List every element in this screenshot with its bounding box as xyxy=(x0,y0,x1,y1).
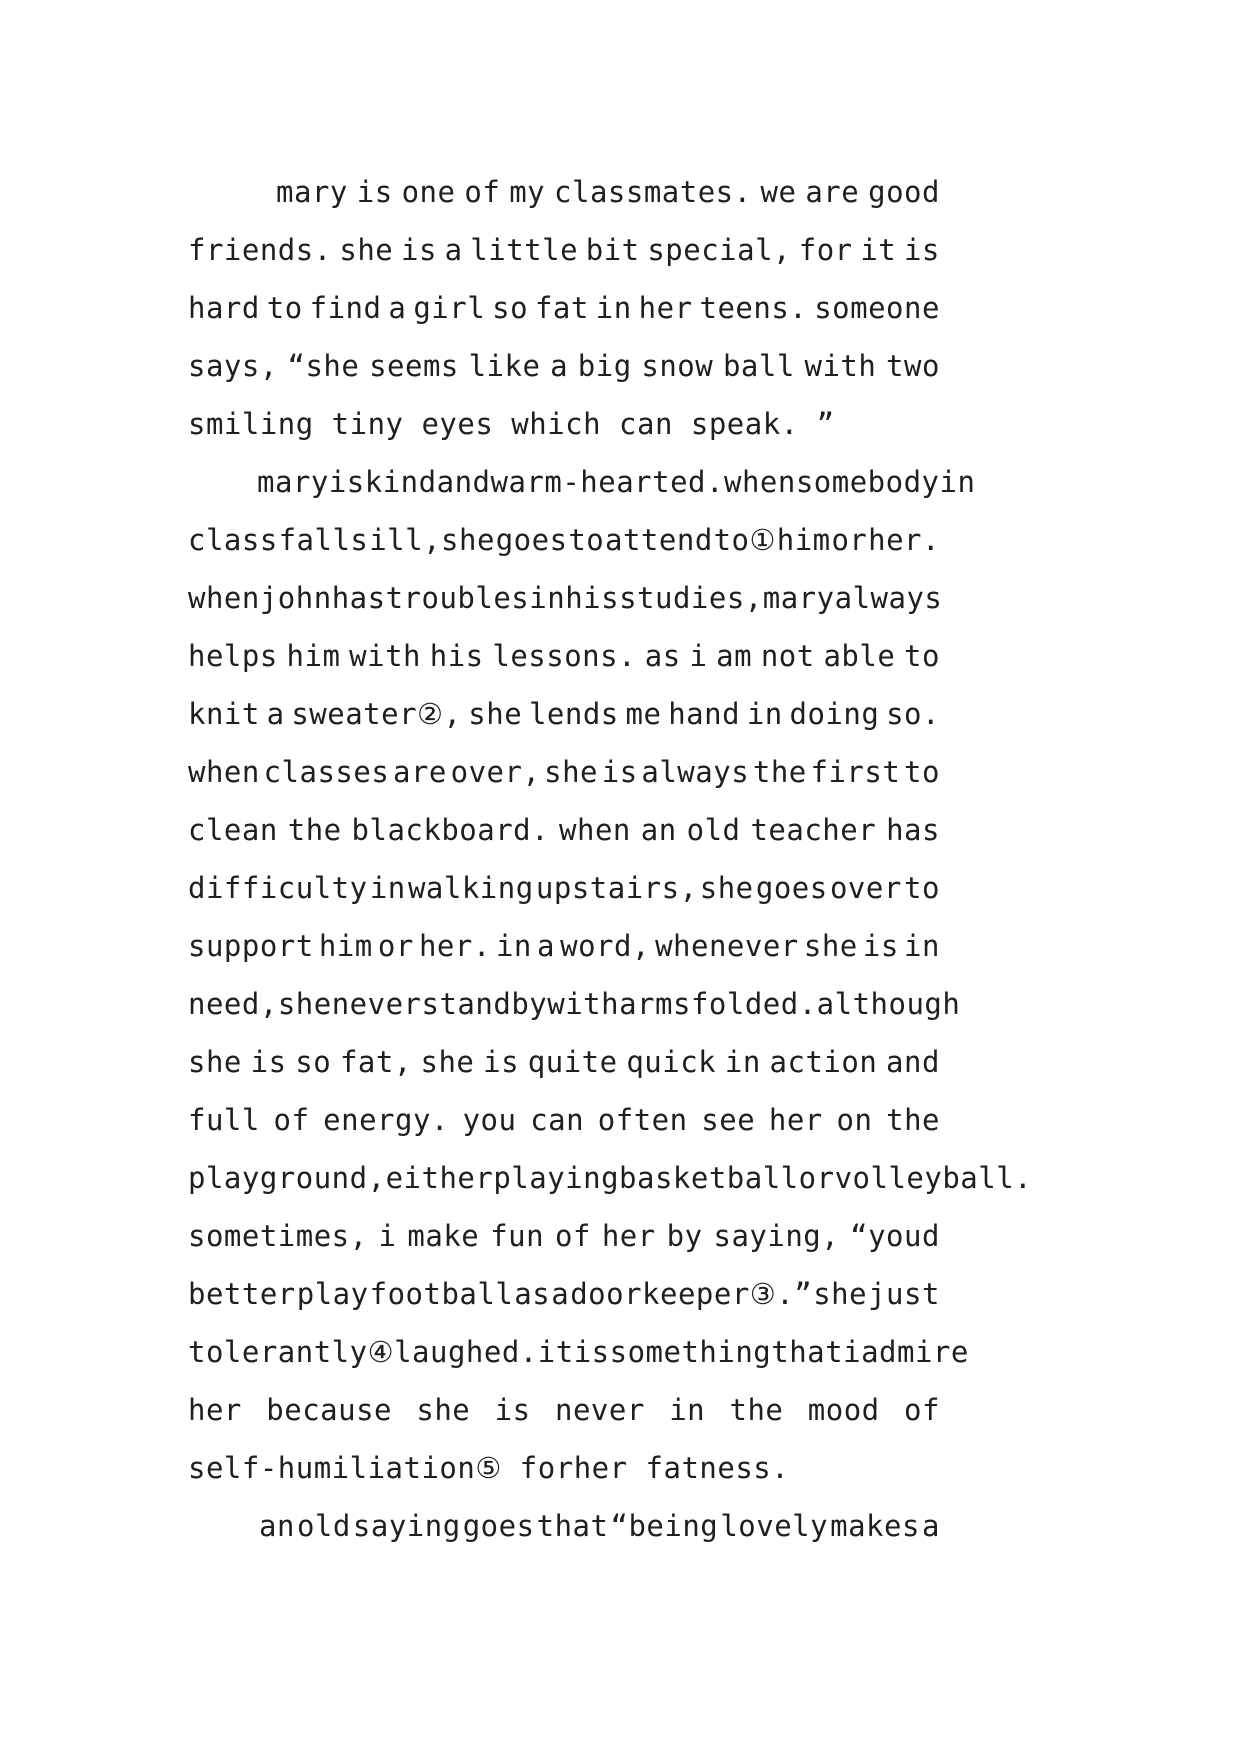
word: goes xyxy=(755,871,828,905)
word: blackboard. xyxy=(351,813,550,847)
word: friends. xyxy=(188,233,332,267)
word: because xyxy=(266,1393,392,1427)
text-line: smiling tiny eyes which can speak. ” xyxy=(188,407,835,441)
word: play xyxy=(296,1277,369,1311)
word: so xyxy=(492,291,529,325)
word: so. xyxy=(886,697,940,731)
word: energy. xyxy=(323,1103,449,1137)
word: is xyxy=(328,465,365,499)
word: when xyxy=(559,813,631,847)
word: and xyxy=(436,465,491,499)
word: in xyxy=(529,581,566,615)
word: it xyxy=(860,233,897,267)
word: you xyxy=(462,1103,517,1137)
text-line xyxy=(188,975,961,1033)
word: falls xyxy=(278,523,369,557)
word: difficulty xyxy=(188,871,368,905)
word: better xyxy=(188,1277,296,1311)
word: somebody xyxy=(795,465,940,499)
text-line xyxy=(188,859,940,917)
word: full xyxy=(188,1103,260,1137)
word: a xyxy=(921,1509,940,1543)
word: the xyxy=(287,813,342,847)
word: fat xyxy=(534,291,589,325)
word: for xyxy=(798,233,853,267)
word: has xyxy=(886,813,940,847)
word: she xyxy=(699,871,754,905)
word: the xyxy=(752,755,807,789)
word: so xyxy=(295,1045,332,1079)
word: him xyxy=(286,639,341,673)
text-line xyxy=(188,511,940,569)
word: seems xyxy=(369,349,459,383)
word: fun xyxy=(490,1219,545,1253)
word: are xyxy=(805,175,860,209)
word: or xyxy=(831,523,868,557)
word: my xyxy=(509,175,546,209)
word: a xyxy=(266,697,285,731)
text-line xyxy=(188,569,943,627)
word: we xyxy=(760,175,797,209)
word: as xyxy=(514,1277,551,1311)
word: is xyxy=(903,233,940,267)
word: playing xyxy=(493,1161,620,1195)
text-line xyxy=(188,1497,940,1555)
word: old xyxy=(686,813,741,847)
word: laughed. xyxy=(394,1335,538,1369)
word: or xyxy=(377,929,414,963)
text-line: self-humiliation⑤ forher fatness. xyxy=(188,1451,790,1485)
word: can xyxy=(530,1103,585,1137)
word: ball xyxy=(722,349,795,383)
word: a xyxy=(551,1277,570,1311)
word: bit xyxy=(585,233,640,267)
text-line xyxy=(188,337,940,395)
text-line xyxy=(188,685,940,743)
word: not xyxy=(760,639,815,673)
word: two xyxy=(886,349,940,383)
word: in xyxy=(724,1045,761,1079)
word: someone xyxy=(814,291,940,325)
word: little xyxy=(470,233,579,267)
word: that xyxy=(771,1335,844,1369)
word: her. xyxy=(418,929,491,963)
text-line xyxy=(188,1265,940,1323)
word: over, xyxy=(450,755,541,789)
word: has xyxy=(331,581,386,615)
word: in xyxy=(746,697,783,731)
word: his xyxy=(429,639,484,673)
text-line xyxy=(188,163,940,221)
word: to xyxy=(904,639,940,673)
word: see xyxy=(701,1103,756,1137)
word: to xyxy=(904,871,940,905)
word: her xyxy=(188,1393,242,1427)
word: mary xyxy=(276,175,348,209)
word: in xyxy=(669,1393,706,1427)
word: is xyxy=(601,755,638,789)
word: big xyxy=(577,349,632,383)
word: in xyxy=(369,871,406,905)
word: she xyxy=(277,987,332,1021)
word: a xyxy=(388,291,407,325)
word: clean xyxy=(188,813,278,847)
word: snow xyxy=(641,349,714,383)
word: of xyxy=(464,175,501,209)
word: john xyxy=(259,581,332,615)
word: stand xyxy=(421,987,512,1021)
word: a xyxy=(444,233,463,267)
word: when xyxy=(188,581,260,615)
word: class xyxy=(188,523,278,557)
word: she xyxy=(813,1277,868,1311)
word: helps xyxy=(188,639,278,673)
word: over xyxy=(829,871,902,905)
word: lends xyxy=(528,697,619,731)
text-line xyxy=(188,279,940,337)
word: with xyxy=(804,349,877,383)
word: never xyxy=(331,987,422,1021)
word: just xyxy=(868,1277,940,1311)
word: like xyxy=(468,349,541,383)
word: need, xyxy=(188,987,278,1021)
word: she xyxy=(803,929,858,963)
word: an xyxy=(640,813,677,847)
word: to xyxy=(266,291,303,325)
text-line xyxy=(188,1149,1033,1207)
word: a xyxy=(537,929,555,963)
word: never xyxy=(554,1393,645,1427)
word: on xyxy=(836,1103,873,1137)
word: is xyxy=(250,1045,287,1079)
word: to xyxy=(568,523,605,557)
word: quick xyxy=(626,1045,717,1079)
word: first xyxy=(810,755,901,789)
word: lovely xyxy=(720,1509,829,1543)
word: mary xyxy=(257,465,329,499)
word: she xyxy=(416,1393,471,1427)
word: her xyxy=(768,1103,823,1137)
word: his xyxy=(565,581,620,615)
word: to① xyxy=(713,523,776,557)
word: in xyxy=(903,929,940,963)
word: always xyxy=(641,755,750,789)
word: sometimes, xyxy=(188,1219,368,1253)
word: hand xyxy=(668,697,741,731)
word: whenever xyxy=(655,929,799,963)
word: with xyxy=(547,987,620,1021)
word: upstairs, xyxy=(535,871,698,905)
word: “being xyxy=(610,1509,719,1543)
word: is xyxy=(483,1045,520,1079)
word: hard xyxy=(188,291,260,325)
text-line xyxy=(188,1207,940,1265)
word: in xyxy=(939,465,976,499)
word: folded.although xyxy=(690,987,961,1021)
word: her xyxy=(638,291,693,325)
word: arms xyxy=(619,987,691,1021)
word: she xyxy=(544,755,599,789)
word: is xyxy=(862,929,899,963)
word: is xyxy=(573,1335,610,1369)
text-line xyxy=(188,1091,940,1149)
word: of xyxy=(904,1393,940,1427)
word: she xyxy=(468,697,523,731)
word: by xyxy=(511,987,548,1021)
text-line xyxy=(188,1323,969,1381)
word: old xyxy=(296,1509,351,1543)
word: walking xyxy=(407,871,534,905)
word: makes xyxy=(830,1509,920,1543)
word: football xyxy=(369,1277,514,1311)
word: the xyxy=(886,1103,940,1137)
word: as xyxy=(644,639,681,673)
word: volleyball. xyxy=(834,1161,1033,1195)
word: kind xyxy=(364,465,437,499)
word: warm-hearted. xyxy=(490,465,724,499)
word: one xyxy=(401,175,456,209)
text-line xyxy=(188,801,940,859)
word: she xyxy=(339,233,394,267)
word: goes xyxy=(462,1509,535,1543)
word: is xyxy=(356,175,393,209)
word: special, xyxy=(647,233,792,267)
word: that xyxy=(536,1509,609,1543)
word: in xyxy=(495,929,532,963)
word: her xyxy=(601,1219,656,1253)
word: make xyxy=(407,1219,480,1253)
word: him xyxy=(318,929,373,963)
word: fat, xyxy=(339,1045,412,1079)
word: mood xyxy=(807,1393,880,1427)
word: of xyxy=(555,1219,591,1253)
word: is xyxy=(494,1393,531,1427)
word: to xyxy=(904,755,940,789)
word: am xyxy=(716,639,753,673)
word: by xyxy=(666,1219,703,1253)
word: studies, xyxy=(619,581,763,615)
text-line xyxy=(188,453,976,511)
word: or xyxy=(798,1161,835,1195)
word: him xyxy=(776,523,831,557)
text-line xyxy=(188,917,940,975)
word: it xyxy=(537,1335,574,1369)
word: teacher xyxy=(750,813,877,847)
word: teens. xyxy=(699,291,808,325)
word: says, xyxy=(188,349,278,383)
text-line xyxy=(188,1033,940,1091)
word: find xyxy=(309,291,382,325)
word: word, xyxy=(560,929,650,963)
word: an xyxy=(259,1509,295,1543)
word: attend xyxy=(605,523,713,557)
word: lessons. xyxy=(492,639,637,673)
word: tolerantly④ xyxy=(188,1335,395,1369)
word: doing xyxy=(789,697,880,731)
word: she xyxy=(188,1045,242,1079)
text-line xyxy=(188,1381,940,1439)
word: playground, xyxy=(188,1161,386,1195)
word: always xyxy=(834,581,943,615)
word: often xyxy=(597,1103,688,1137)
word: with xyxy=(349,639,422,673)
word: when xyxy=(188,755,260,789)
word: doorkeeper③.” xyxy=(570,1277,813,1311)
word: “youd xyxy=(850,1219,940,1253)
text-line xyxy=(188,627,940,685)
word: the xyxy=(729,1393,784,1427)
word: saying, xyxy=(713,1219,840,1253)
word: mary xyxy=(762,581,835,615)
word: good xyxy=(868,175,940,209)
word: “she xyxy=(287,349,360,383)
word: when xyxy=(723,465,796,499)
word: are xyxy=(393,755,447,789)
word: i xyxy=(843,1335,862,1369)
word: troubles xyxy=(385,581,530,615)
word: basketball xyxy=(619,1161,799,1195)
word: a xyxy=(550,349,569,383)
word: i xyxy=(378,1219,397,1253)
word: me xyxy=(625,697,662,731)
document-body xyxy=(188,163,1048,1555)
word: quite xyxy=(527,1045,618,1079)
word: goes xyxy=(495,523,568,557)
word: and xyxy=(886,1045,940,1079)
word: is xyxy=(400,233,437,267)
word: support xyxy=(188,929,314,963)
word: she xyxy=(420,1045,475,1079)
word: classes xyxy=(263,755,390,789)
word: action xyxy=(769,1045,878,1079)
word: classmates. xyxy=(554,175,752,209)
word: i xyxy=(689,639,708,673)
word: her. xyxy=(868,523,940,557)
word: admire xyxy=(861,1335,969,1369)
word: of xyxy=(273,1103,310,1137)
word: in xyxy=(595,291,632,325)
word: girl xyxy=(413,291,486,325)
word: something xyxy=(609,1335,772,1369)
text-line xyxy=(188,743,940,801)
word: sweater②, xyxy=(291,697,462,731)
word: able xyxy=(823,639,896,673)
word: knit xyxy=(188,697,260,731)
word: saying xyxy=(352,1509,461,1543)
text-line xyxy=(188,221,940,279)
word: either xyxy=(385,1161,494,1195)
word: ill,she xyxy=(369,523,495,557)
